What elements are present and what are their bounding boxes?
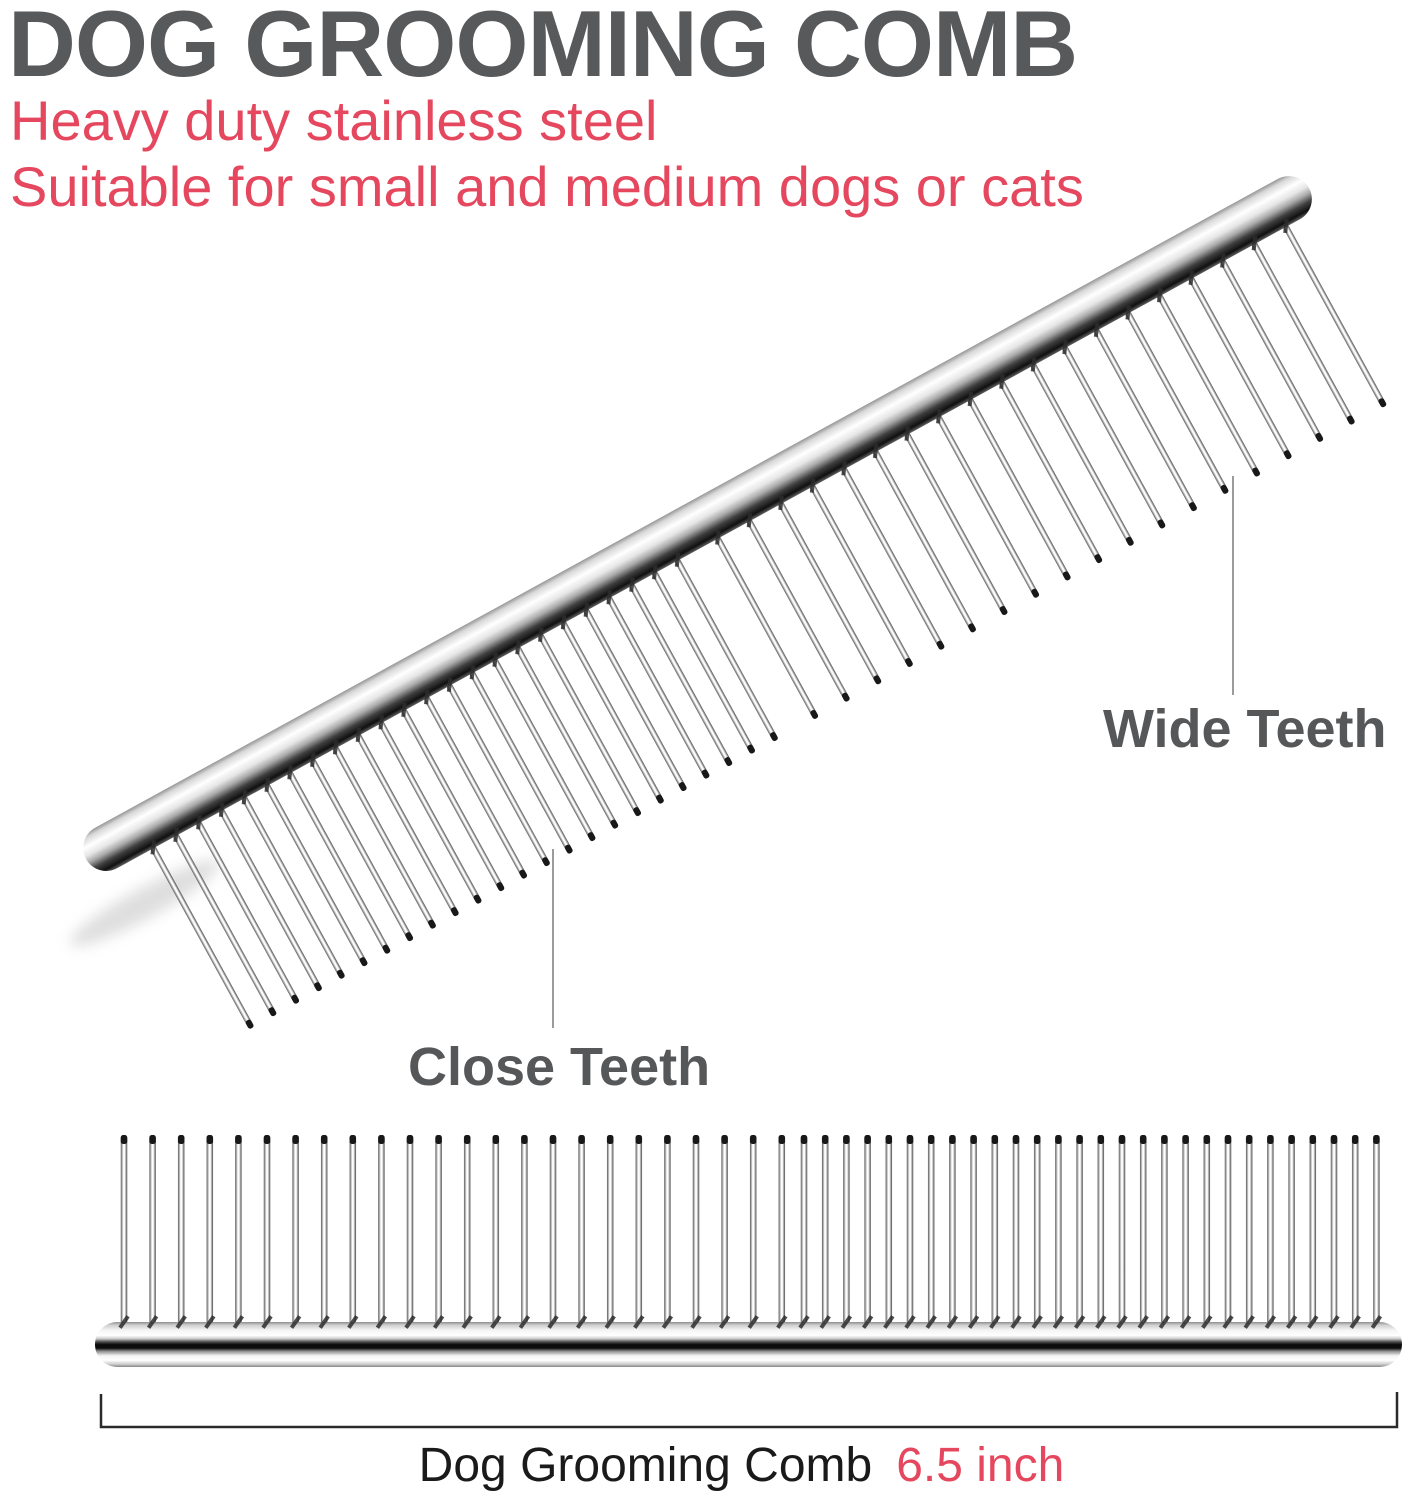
close-teeth-label: Close Teeth — [408, 1037, 711, 1097]
dimension-caption — [39, 1437, 1405, 1495]
caption-product-name: Dog Grooming Comb — [418, 1439, 873, 1492]
page-title: DOG GROOMING COMB — [8, 0, 1078, 96]
wide-teeth-label: Wide Teeth — [1103, 699, 1387, 759]
subtitle-line-2: Suitable for small and medium dogs or cats — [10, 155, 1084, 218]
subtitle-line-1: Heavy duty stainless steel — [10, 89, 658, 152]
diagonal-comb-illustration — [75, 168, 1405, 1059]
dimension-bracket — [101, 1392, 1397, 1427]
caption-size-value: 6.5 inch — [896, 1439, 1065, 1492]
horizontal-comb-illustration — [95, 1135, 1402, 1367]
